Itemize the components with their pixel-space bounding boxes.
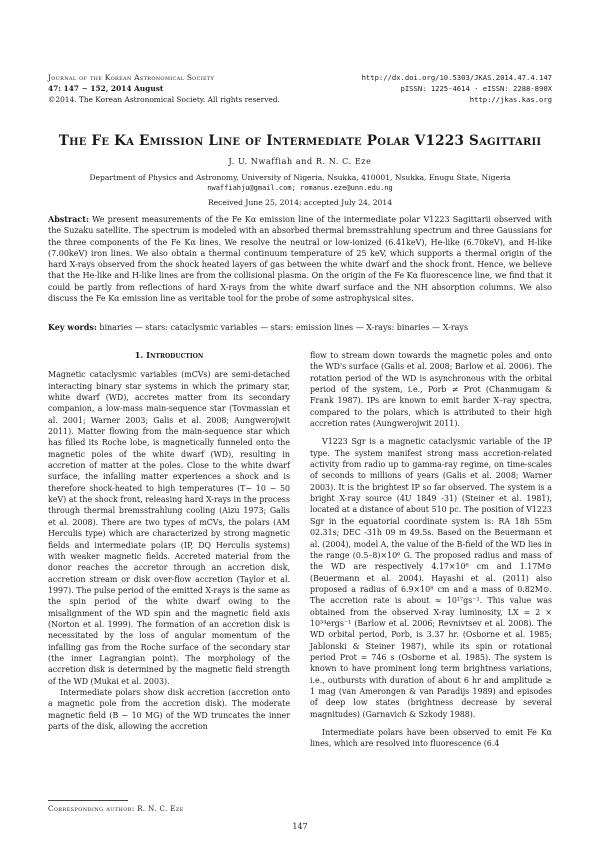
affiliation-text: Department of Physics and Astronomy, University of Nigeria, Nsukka, 410001, Nsukka, Enugu State, Nigeria [89,173,511,182]
body-paragraph: Magnetic cataclysmic variables (mCVs) are semi-detached interacting binary star systems in which the primary star, white dwarf (WD), accretes matter from its secondary companion, a low-mass main-sequence star (Tovmassian et al. 2001; Warner 2003; Galis et al. 2008; Aungwerojwit 2011). Matter flowing from the main-sequence star which has filled its Roche lobe, is magnetically funneled onto the magnetic poles of the white dwarf (WD), resulting in accretion of matter at the poles. Close to the white dwarf surface, the infalling matter experiences a shock and is therefore shock-heated to high temperatures (T∼ 10 − 50 keV) at the shock front, releasing hard X-rays in the process through thermal bremsstrahlung cooling (Aizu 1973; Galis et al. 2008). There are two types of mCVs, the polars (AM Herculis type) which are characterized by strong magnetic fields and intermediate polars (IP, DQ Herculis systems) with weaker magnetic fields. Accreted material from the donor reaches the accretor through an accretion disk, accretion stream or disk over-flow accretion (Taylor et al. 1997). The pulse period of the emitted X-rays is the same as the spin period of the white dwarf owing to the misalignment of the WD spin and the magnetic field axis (Norton et al. 1999). The formation of an accretion disk is necessitated by the loss of angular momentum of the infalling gas from the Roche surface of the secondary star (the inner Lagrangian point). The morphology of the accretion disk is determined by the magnetic field strength of the WD (Mukai et al. 2003). [48,370,290,686]
doi-header [362,72,552,105]
keywords-text: binaries — stars: cataclysmic variables — stars: emission lines — X-rays: binaries — X-rays [99,323,469,332]
journal-name: Journal of the Korean Astronomical Society [48,73,215,82]
body-paragraph: Intermediate polars show disk accretion (accretion onto a magnetic pole from the accretion disk). The moderate magnetic field (B ∼ 10 MG) of the WD truncates the inner parts of the disk, allowing the accretion [48,687,290,731]
paper-authors: J. U. Nwaffiah and R. N. C. Eze [228,157,372,166]
abstract-label: Abstract: [48,214,89,224]
author-emails[interactable]: nwaffiahju@gmail.com; romanus.eze@unn.edu.ng [207,184,393,192]
paragraph-gap [310,429,552,436]
body-paragraph: flow to stream down towards the magnetic poles and onto the WD's surface (Galis et al. 2008; Barlow et al. 2006). The rotation period of the WD is asynchronous with the orbital period of the system, i.e., Porb ≠ Prot (Chanmugam & Frank 1987). IPs are known to emit harder X–ray spectra, compared to the polars, which is attributed to their high accretion rates (Aungwerojwit 2011). [310,351,552,429]
abstract [48,214,552,304]
copyright-line: ©2014. The Korean Astronomical Society. All rights reserved. [48,95,280,104]
footnote-rule [48,800,128,801]
journal-header [48,72,280,105]
corresponding-author-footnote: Corresponding author: R. N. C. Eze [48,805,184,813]
received-dates: Received June 25, 2014; accepted July 24, 2014 [207,198,393,207]
body-paragraph: V1223 Sgr is a magnetic cataclysmic variable of the IP type. The system manifest strong mass accretion-related activity from radio up to gamma-ray regime, on time-scales of seconds to millions of years (Galis et al. 2008; Warner 2003). It is the brightest IP so far observed. The system is a bright X-ray source (4U 1849 -31) (Steiner et al. 1981), located at a distance of about 510 pc. The position of V1223 Sgr in the equatorial coordinate system is: RA 18h 55m 02.31s; DEC -31h 09 m 49.5s. Based on the Beuermann et al. (2004), model A, the value of the B-field of the WD lies in the range (0.5–8)×10⁶ G. The proposed radius and mass of the WD are respectively 4.17×10⁸ cm and 1.17M⊙ (Beuermann et al. 2004). Hayashi et al. (2011) also proposed a radius of 6.9×10⁸ cm and a mass of 0.82M⊙. The accretion rate is about ≈ 10¹⁷gs⁻¹. This value was obtained from the observed X-ray luminosity, LX = 2 × 10³⁴ergs⁻¹ (Barlow et al. 2006; Revnivtsev et al. 2008). The WD orbital period, Porb, is 3.37 hr. (Osborne et al. 1985; Jablonski & Steiner 1987), while its spin or rotational period Prot = 746 s (Osborne et al. 1985). The system is known to have prominent long term brightness variations, i.e., outbursts with duration of about 6 hr and amplitude ≥ 1 mag (van Amerongen & van Paradijs 1989) and episodes of deep low states (brightness decrease by several magnitudes) (Garnavich & Szkody 1988). [310,437,552,719]
right-column [310,350,552,750]
page-number: 147 [292,822,308,831]
left-column [48,350,290,732]
keywords-label: Key words: [48,322,97,332]
paragraph-gap [310,720,552,727]
abstract-text: We present measurements of the Fe Kα emission line of the intermediate polar V1223 Sagittarii observed with the Suzaku satellite. The spectrum is modeled with an absorbed thermal bremsstrahlung spectrum and three Gaussians for the three components of the Fe Kα lines. We resolve the neutral or low-ionized (6.41keV), He-like (6.70keV), and H-like (7.00keV) iron lines. We also obtain a thermal continuum temperature of 25 keV, which supports a thermal origin of the hard X-rays observed from the shock heated layers of gas between the white dwarf and the shock front. Hence, we believe that the He-like and H-like lines are from the collisional plasma. On the origin of the Fe Kα fluorescence line, we find that it could be partly from reflections of hard X-rays from the white dwarf surface and the NH absorption columns. We also discuss the Fe Kα emission line as veritable tool for the probe of some astrophysical sites. [48,215,552,304]
doi-link[interactable]: http://dx.doi.org/10.5303/JKAS.2014.47.4.147 [361,73,552,82]
volume-line: 47: 147 ∼ 152, 2014 August [48,84,164,93]
journal-url[interactable]: http://jkas.kas.org [469,95,552,104]
paper-title: The Fe Kα Emission Line of Intermediate Polar V1223 Sagittarii [58,133,542,149]
body-paragraph: Intermediate polars have been observed to emit Fe Kα lines, which are resolved into fluorescence (6.4 [310,728,552,749]
affiliation [40,173,560,193]
section-heading: 1. Introduction [134,350,204,360]
issn-line: pISSN: 1225-4614 · eISSN: 2288-890X [400,84,552,93]
keywords [48,322,568,332]
